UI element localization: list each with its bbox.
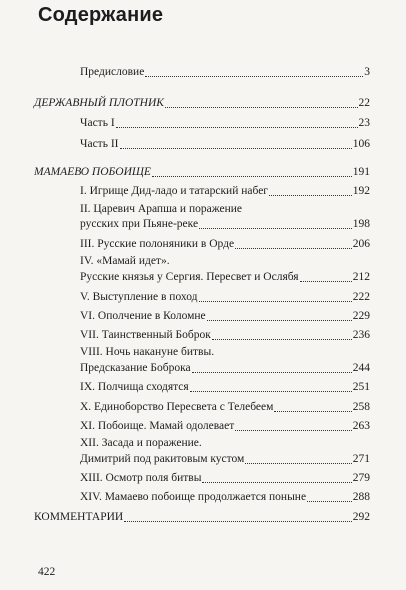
- dot-leader: [235, 430, 351, 431]
- dot-leader: [307, 501, 352, 502]
- toc-entry-title: VI. Ополчение в Коломне: [80, 310, 206, 322]
- toc-entry-title: Часть I: [80, 117, 115, 129]
- toc-entry-page: 106: [352, 138, 370, 150]
- toc-entry-page: 263: [352, 420, 370, 432]
- toc-entry-ch1[interactable]: [80, 185, 370, 198]
- toc-entry-ch5[interactable]: [80, 291, 370, 304]
- toc-entry-title: XI. Побоище. Мамай одолевает: [80, 420, 235, 432]
- toc-entry-title: XIV. Мамаево побоище продолжается поныне: [80, 491, 307, 503]
- page-number: 422: [38, 566, 56, 578]
- toc-entry-ch8[interactable]: [80, 362, 370, 375]
- toc-entry-first-line: XII. Засада и поражение.: [80, 437, 202, 449]
- page-title: Содержание: [38, 4, 164, 26]
- toc-entry-page: 271: [352, 453, 370, 465]
- toc-entry-title: Предсказание Боброка: [80, 362, 191, 374]
- dot-leader: [116, 127, 358, 128]
- toc-entry-title: русских при Пьяне-реке: [80, 218, 199, 230]
- toc-entry-title: Димитрий под ракитовым кустом: [80, 453, 245, 465]
- toc-entry-mamaevo[interactable]: [34, 166, 370, 179]
- toc-entry-ch10[interactable]: [80, 401, 370, 414]
- dot-leader: [152, 176, 352, 177]
- toc-entry-page: 258: [352, 401, 370, 413]
- toc-entry-derzhavny[interactable]: [34, 97, 370, 110]
- toc-entry-title: Русские князья у Сергия. Пересвет и Ослябя: [80, 271, 299, 283]
- toc-entry-ch12[interactable]: [80, 453, 370, 466]
- dot-leader: [207, 320, 352, 321]
- toc-entry-title: XIII. Осмотр поля битвы: [80, 472, 202, 484]
- toc-entry-ch2[interactable]: [80, 218, 370, 231]
- toc-entry-ch4[interactable]: [80, 271, 370, 284]
- toc-entry-title: МАМАЕВО ПОБОИЩЕ: [34, 166, 151, 178]
- toc-entry-page: 229: [352, 310, 370, 322]
- toc-entry-first-line: VIII. Ночь накануне битвы.: [80, 346, 215, 358]
- toc-entry-page: 222: [352, 291, 370, 303]
- toc-entry-page: 23: [358, 117, 370, 129]
- toc-entry-title: V. Выступление в поход: [80, 291, 198, 303]
- toc-entry-first-line: IV. «Мамай идет».: [80, 255, 170, 267]
- toc-entry-first-line: II. Царевич Арапша и поражение: [80, 203, 243, 215]
- dot-leader: [165, 107, 358, 108]
- toc-entry-page: 3: [364, 66, 370, 78]
- toc-entry-page: 279: [352, 472, 370, 484]
- toc-entry-title: III. Русские полоняники в Орде: [80, 238, 235, 250]
- toc-entry-page: 22: [358, 97, 370, 109]
- toc-entry-ch3[interactable]: [80, 238, 370, 251]
- dot-leader: [124, 521, 352, 522]
- toc-entry-ch14[interactable]: [80, 491, 370, 504]
- dot-leader: [120, 148, 352, 149]
- toc-entry-comments[interactable]: [34, 511, 370, 524]
- toc-entry-ch13[interactable]: [80, 472, 370, 485]
- dot-leader: [300, 281, 352, 282]
- dot-leader: [190, 391, 352, 392]
- toc-entry-page: 206: [352, 238, 370, 250]
- dot-leader: [202, 482, 351, 483]
- toc-entry-page: 244: [352, 362, 370, 374]
- toc-entry-page: 236: [352, 329, 370, 341]
- toc-entry-ch6[interactable]: [80, 310, 370, 323]
- toc-entry-ch9[interactable]: [80, 381, 370, 394]
- toc-entry-page: 212: [352, 271, 370, 283]
- dot-leader: [192, 372, 352, 373]
- toc-entry-page: 288: [352, 491, 370, 503]
- dot-leader: [269, 195, 352, 196]
- toc-entry-title: Часть II: [80, 138, 119, 150]
- toc-entry-title: Предисловие: [80, 66, 145, 78]
- toc-entry-chast1[interactable]: [80, 117, 370, 130]
- dot-leader: [199, 301, 352, 302]
- dot-leader: [245, 463, 351, 464]
- toc-entry-page: 292: [352, 511, 370, 523]
- toc-entry-page: 191: [352, 166, 370, 178]
- toc-entry-title: ДЕРЖАВНЫЙ ПЛОТНИК: [34, 97, 164, 109]
- toc-entry-predislovie[interactable]: [80, 66, 370, 79]
- toc-entry-title: КОММЕНТАРИИ: [34, 511, 124, 523]
- toc-entry-page: 198: [352, 218, 370, 230]
- dot-leader: [145, 76, 363, 77]
- dot-leader: [235, 248, 352, 249]
- toc-entry-ch11[interactable]: [80, 420, 370, 433]
- dot-leader: [199, 228, 352, 229]
- toc-entry-ch7[interactable]: [80, 329, 370, 342]
- toc-entry-title: X. Единоборство Пересвета с Телебеем: [80, 401, 274, 413]
- toc-entry-title: I. Игрище Дид-ладо и татарский набег: [80, 185, 269, 197]
- toc-entry-page: 192: [352, 185, 370, 197]
- toc-entry-title: IX. Полчища сходятся: [80, 381, 189, 393]
- toc-entry-chast2[interactable]: [80, 138, 370, 151]
- toc-entry-title: VII. Таинственный Боброк: [80, 329, 211, 341]
- dot-leader: [274, 411, 351, 412]
- toc-entry-page: 251: [352, 381, 370, 393]
- dot-leader: [212, 339, 352, 340]
